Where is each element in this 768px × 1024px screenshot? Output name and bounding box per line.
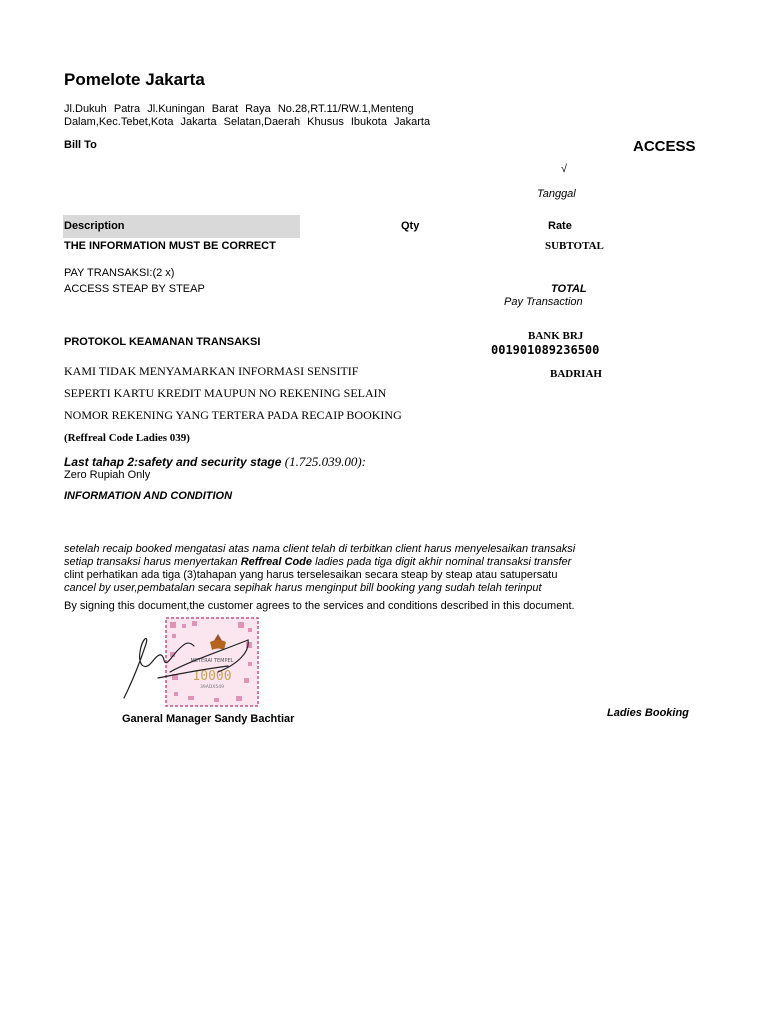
security-line-3: NOMOR REKENING YANG TERTERA PADA RECAIP BOOKING — [64, 408, 402, 422]
security-line-1: KAMI TIDAK MENYAMARKAN INFORMASI SENSITIF — [64, 364, 359, 378]
pay-transaksi: PAY TRANSAKSI:(2 x) — [64, 267, 175, 279]
access-steap: ACCESS STEAP BY STEAP — [64, 283, 205, 295]
stamp-value: 10000 — [192, 669, 232, 684]
access-title: ACCESS — [633, 138, 696, 155]
bill-to-label: Bill To — [64, 139, 97, 151]
col-rate: Rate — [548, 220, 572, 232]
condition-line-2 — [64, 556, 571, 568]
account-number: 001901089236500 — [491, 343, 600, 357]
referral-code: (Reffreal Code Ladies 039) — [64, 432, 190, 444]
signature-stamp — [118, 612, 268, 712]
stage-label: Last tahap 2:safety and security stage — [64, 455, 282, 469]
condition-line-4: cancel by user,pembatalan secara sepihak harus menginput bill booking yang sudah telah terinput — [64, 582, 542, 594]
total-label: TOTAL — [551, 283, 587, 295]
tanggal-label: Tanggal — [537, 188, 576, 200]
check-mark: √ — [561, 163, 568, 175]
meterai-stamp-image — [118, 612, 268, 712]
stage-line — [64, 454, 366, 470]
stamp-label: METERAI TEMPEL — [190, 658, 234, 664]
company-name: Pomelote Jakarta — [64, 70, 205, 89]
info-condition-title: INFORMATION AND CONDITION — [64, 490, 233, 502]
address-line-2: Dalam,Kec.Tebet,Kota Jakarta Selatan,Daerah Khusus Ibukota Jakarta — [64, 116, 431, 128]
agreement-text: By signing this document,the customer agrees to the services and conditions described in this document. — [64, 600, 575, 612]
ladies-booking-label: Ladies Booking — [607, 707, 689, 719]
col-qty: Qty — [401, 220, 420, 232]
stamp-code: 39ADX549 — [200, 685, 224, 690]
col-description: Description — [64, 220, 125, 232]
security-protocol-title: PROTOKOL KEAMANAN TRANSAKSI — [64, 336, 261, 348]
pay-transaction-label: Pay Transaction — [504, 296, 583, 308]
zero-rupiah: Zero Rupiah Only — [64, 469, 151, 481]
account-holder: BADRIAH — [550, 368, 602, 380]
condition-line-2a: setiap transaksi harus menyertakan — [64, 556, 241, 568]
condition-line-2c: ladies pada tiga digit akhir nominal transaksi transfer — [312, 556, 572, 568]
referral-code-emphasis: Reffreal Code — [240, 556, 313, 568]
security-line-2: SEPERTI KARTU KREDIT MAUPUN NO REKENING SELAIN — [64, 386, 387, 400]
row-information-correct: THE INFORMATION MUST BE CORRECT — [64, 240, 276, 252]
address-line-1: Jl.Dukuh Patra Jl.Kuningan Barat Raya No.28,RT.11/RW.1,Menteng — [64, 103, 414, 115]
general-manager-name: Ganeral Manager Sandy Bachtiar — [122, 713, 295, 725]
stage-amount: (1.725.039.00): — [284, 454, 367, 469]
bank-name: BANK BRJ — [528, 330, 584, 342]
condition-line-3: clint perhatikan ada tiga (3)tahapan yang harus terselesaikan secara steap by steap atau satupersatu — [64, 569, 558, 581]
subtotal-label: SUBTOTAL — [545, 240, 604, 252]
condition-line-1: setelah recaip booked mengatasi atas nama client telah di terbitkan client harus menyelesaikan transaksi — [64, 543, 576, 555]
